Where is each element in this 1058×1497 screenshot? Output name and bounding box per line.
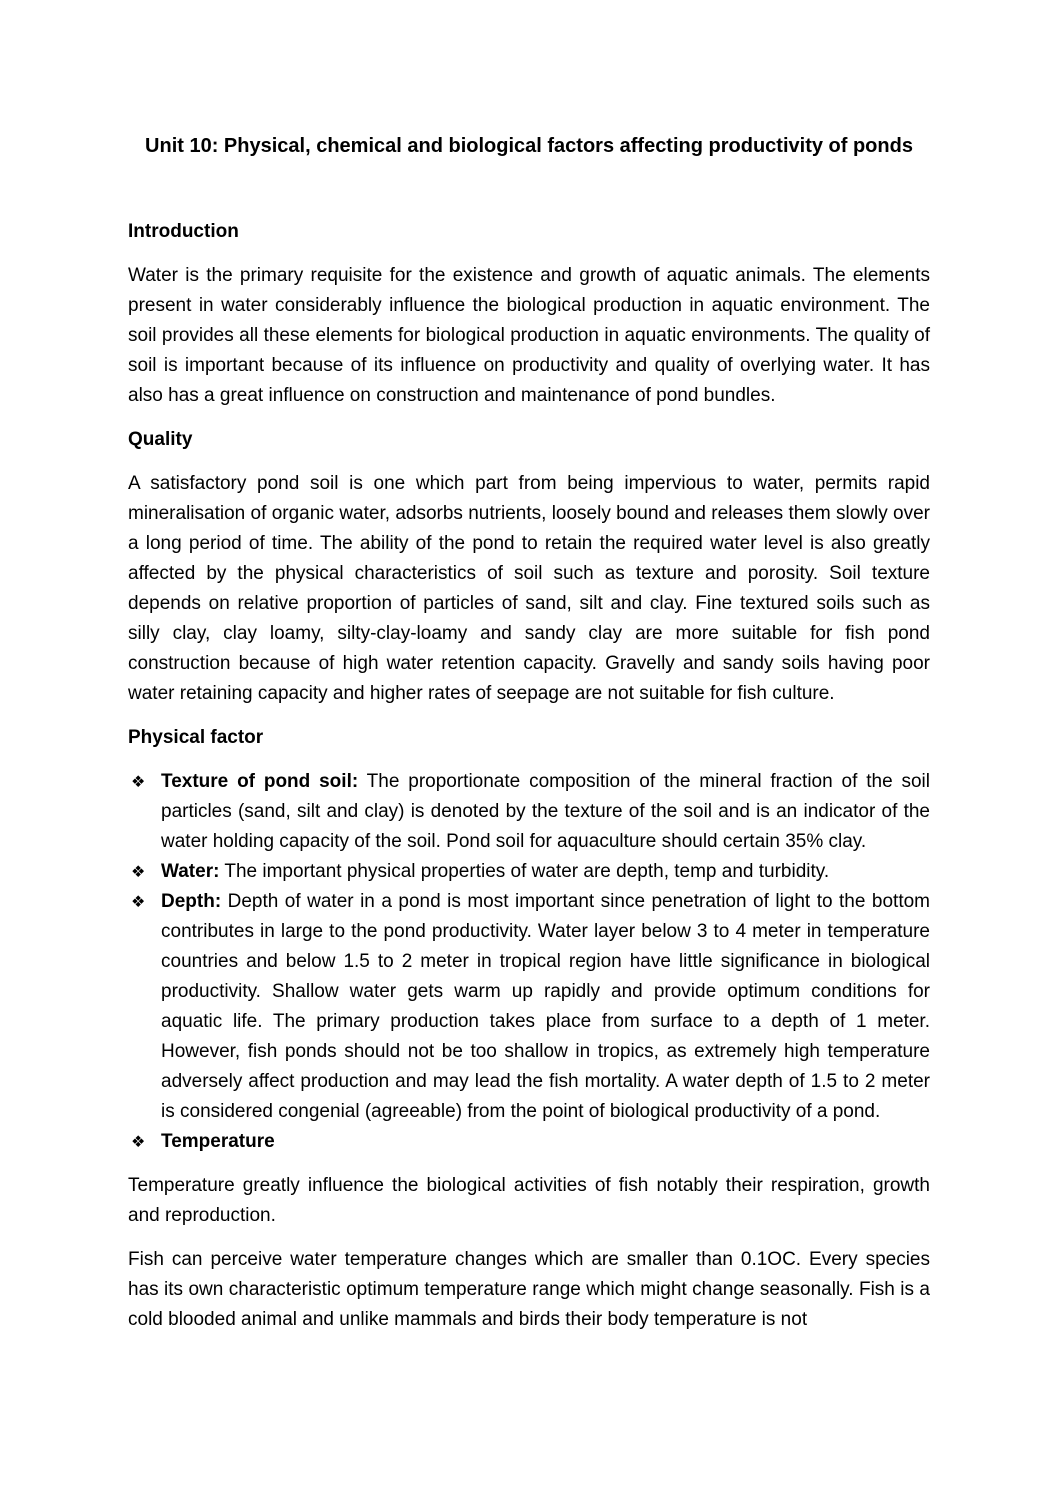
list-item-label: Depth:: [161, 891, 222, 912]
paragraph-fish-temperature: Fish can perceive water temperature changes which are smaller than 0.1OC. Every species has its own characteristic optimum temperature range which might change seasonally. Fish is a cold blooded animal and unlike mammals and birds their body temperature is not: [128, 1249, 930, 1330]
physical-factor-list: [128, 767, 930, 1157]
list-item-texture: [128, 767, 930, 857]
list-item-text: The important physical properties of water are depth, temp and turbidity.: [219, 861, 830, 882]
document-title: Unit 10: Physical, chemical and biological factors affecting productivity of ponds: [145, 135, 913, 157]
list-item-temperature: [128, 1127, 930, 1157]
heading-introduction: Introduction: [128, 221, 239, 242]
paragraph-introduction: Water is the primary requisite for the existence and growth of aquatic animals. The elements present in water considerably influence the biological production in aquatic environment. The soil provides all these elements for biological production in aquatic environments. The quality of soil is important because of its influence on productivity and quality of overlying water. It has also has a great influence on construction and maintenance of pond bundles.: [128, 265, 930, 406]
list-item-label: Temperature: [161, 1131, 275, 1152]
list-item-label: Texture of pond soil:: [161, 771, 359, 792]
diamond-bullet-icon: ❖: [131, 892, 146, 911]
list-item-text: Depth of water in a pond is most important since penetration of light to the bottom contributes in large to the pond productivity. Water layer below 3 to 4 meter in temperature countries and below 1.5 to 2 meter in tropical region have little significance in biological productivity. Shallow water gets warm up rapidly and provide optimum conditions for aquatic life. The primary production takes place from surface to a depth of 1 meter. However, fish ponds should not be too shallow in tropics, as extremely high temperature adversely affect production and may lead the fish mortality. A water depth of 1.5 to 2 meter is considered congenial (agreeable) from the point of biological productivity of a pond.: [161, 891, 930, 1122]
diamond-bullet-icon: ❖: [131, 1132, 146, 1151]
diamond-bullet-icon: ❖: [131, 772, 146, 791]
paragraph-temperature-influence: Temperature greatly influence the biological activities of fish notably their respiration, growth and reproduction.: [128, 1175, 930, 1226]
list-item-depth: [128, 887, 930, 1127]
list-item-label: Water:: [161, 861, 220, 882]
heading-quality: Quality: [128, 429, 193, 450]
list-item-text: The proportionate composition of the mineral fraction of the soil particles (sand, silt and clay) is denoted by the texture of the soil and is an indicator of the water holding capacity of the soil. Pond soil for aquaculture should certain 35% clay.: [161, 771, 930, 852]
diamond-bullet-icon: ❖: [131, 862, 146, 881]
paragraph-quality: A satisfactory pond soil is one which part from being impervious to water, permits rapid mineralisation of organic water, adsorbs nutrients, loosely bound and releases them slowly over a long period of time. The ability of the pond to retain the required water level is also greatly affected by the physical characteristics of soil such as texture and porosity. Soil texture depends on relative proportion of particles of sand, silt and clay. Fine textured soils such as silly clay, clay loamy, silty-clay-loamy and sandy clay are more suitable for fish pond construction because of high water retention capacity. Gravelly and sandy soils having poor water retaining capacity and higher rates of seepage are not suitable for fish culture.: [128, 473, 930, 704]
heading-physical-factor: Physical factor: [128, 727, 264, 748]
list-item-water: [128, 857, 930, 887]
